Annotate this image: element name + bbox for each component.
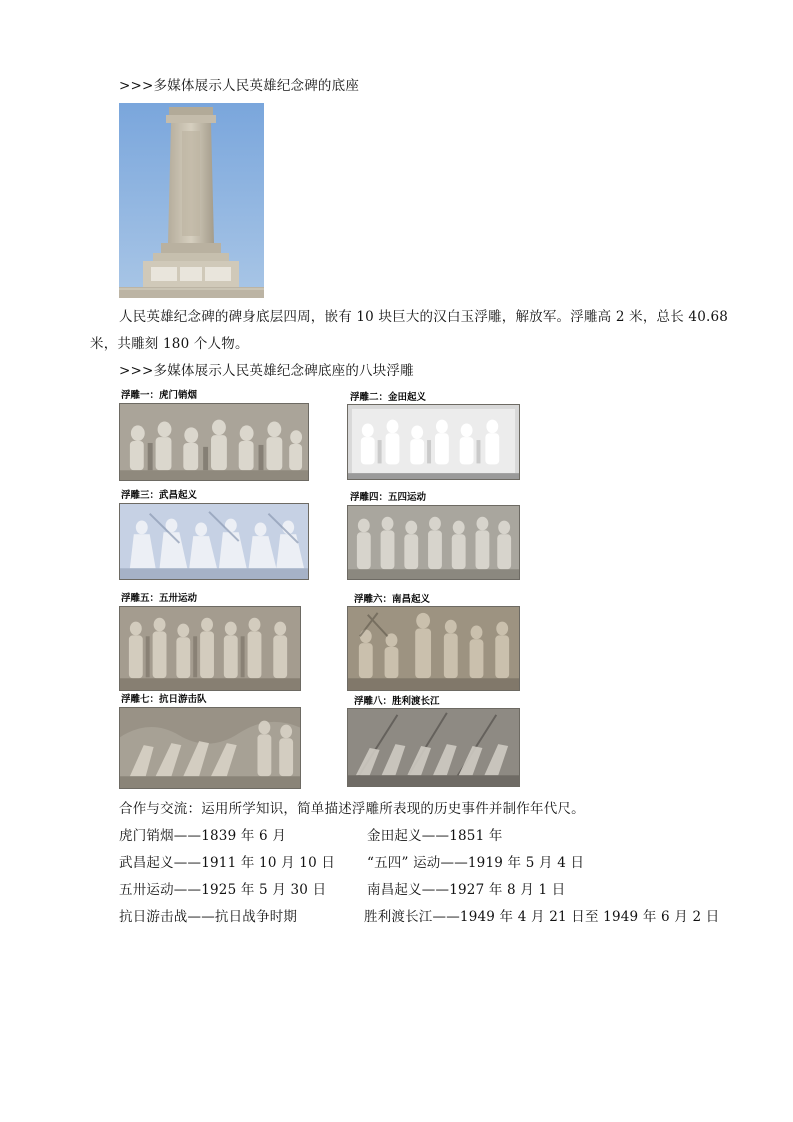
section-heading-eight-reliefs: >>>多媒体展示人民英雄纪念碑底座的八块浮雕 bbox=[119, 363, 414, 379]
relief-label-2: 浮雕二：金田起义 bbox=[350, 392, 427, 403]
relief-label-4: 浮雕四：五四运动 bbox=[350, 492, 427, 503]
timeline-left-4: 抗日游击战——抗日战争时期 bbox=[119, 909, 298, 925]
relief-label-5: 浮雕五：五卅运动 bbox=[121, 593, 198, 604]
relief-label-7: 浮雕七：抗日游击队 bbox=[121, 694, 207, 705]
relief-label-3: 浮雕三：武昌起义 bbox=[121, 490, 198, 501]
relief-image-1 bbox=[119, 403, 309, 481]
relief-label-1: 浮雕一：虎门销烟 bbox=[121, 390, 198, 401]
timeline-left-2: 武昌起义——1911 年 10 月 10 日 bbox=[119, 855, 336, 871]
relief-image-2 bbox=[347, 404, 520, 480]
relief-image-3 bbox=[119, 503, 309, 580]
section-heading-monument-base: >>>多媒体展示人民英雄纪念碑的底座 bbox=[119, 78, 360, 94]
exchange-heading: 合作与交流：运用所学知识，简单描述浮雕所表现的历史事件并制作年代尺。 bbox=[119, 801, 585, 817]
timeline-left-1: 虎门销烟——1839 年 6 月 bbox=[119, 828, 287, 844]
paragraph-line-1: 人民英雄纪念碑的碑身底层四周，嵌有 10 块巨大的汉白玉浮雕，解放军。浮雕高 2 米，总长 40.68 bbox=[119, 309, 729, 325]
timeline-right-3: 南昌起义——1927 年 8 月 1 日 bbox=[367, 882, 566, 898]
relief-image-8 bbox=[347, 708, 520, 787]
relief-label-8: 浮雕八：胜利渡长江 bbox=[354, 696, 440, 707]
timeline-right-4: 胜利渡长江——1949 年 4 月 21 日至 1949 年 6 月 2 日 bbox=[364, 909, 720, 925]
timeline-right-1: 金田起义——1851 年 bbox=[367, 828, 503, 844]
relief-image-6 bbox=[347, 606, 520, 691]
paragraph-line-2: 米，共雕刻 180 个人物。 bbox=[90, 336, 249, 352]
timeline-right-2: “五四” 运动——1919 年 5 月 4 日 bbox=[367, 855, 585, 871]
relief-image-5 bbox=[119, 606, 301, 691]
timeline-left-3: 五卅运动——1925 年 5 月 30 日 bbox=[119, 882, 327, 898]
monument-photo bbox=[119, 103, 264, 298]
relief-image-4 bbox=[347, 505, 520, 580]
relief-image-7 bbox=[119, 707, 301, 789]
relief-label-6: 浮雕六：南昌起义 bbox=[354, 594, 431, 605]
